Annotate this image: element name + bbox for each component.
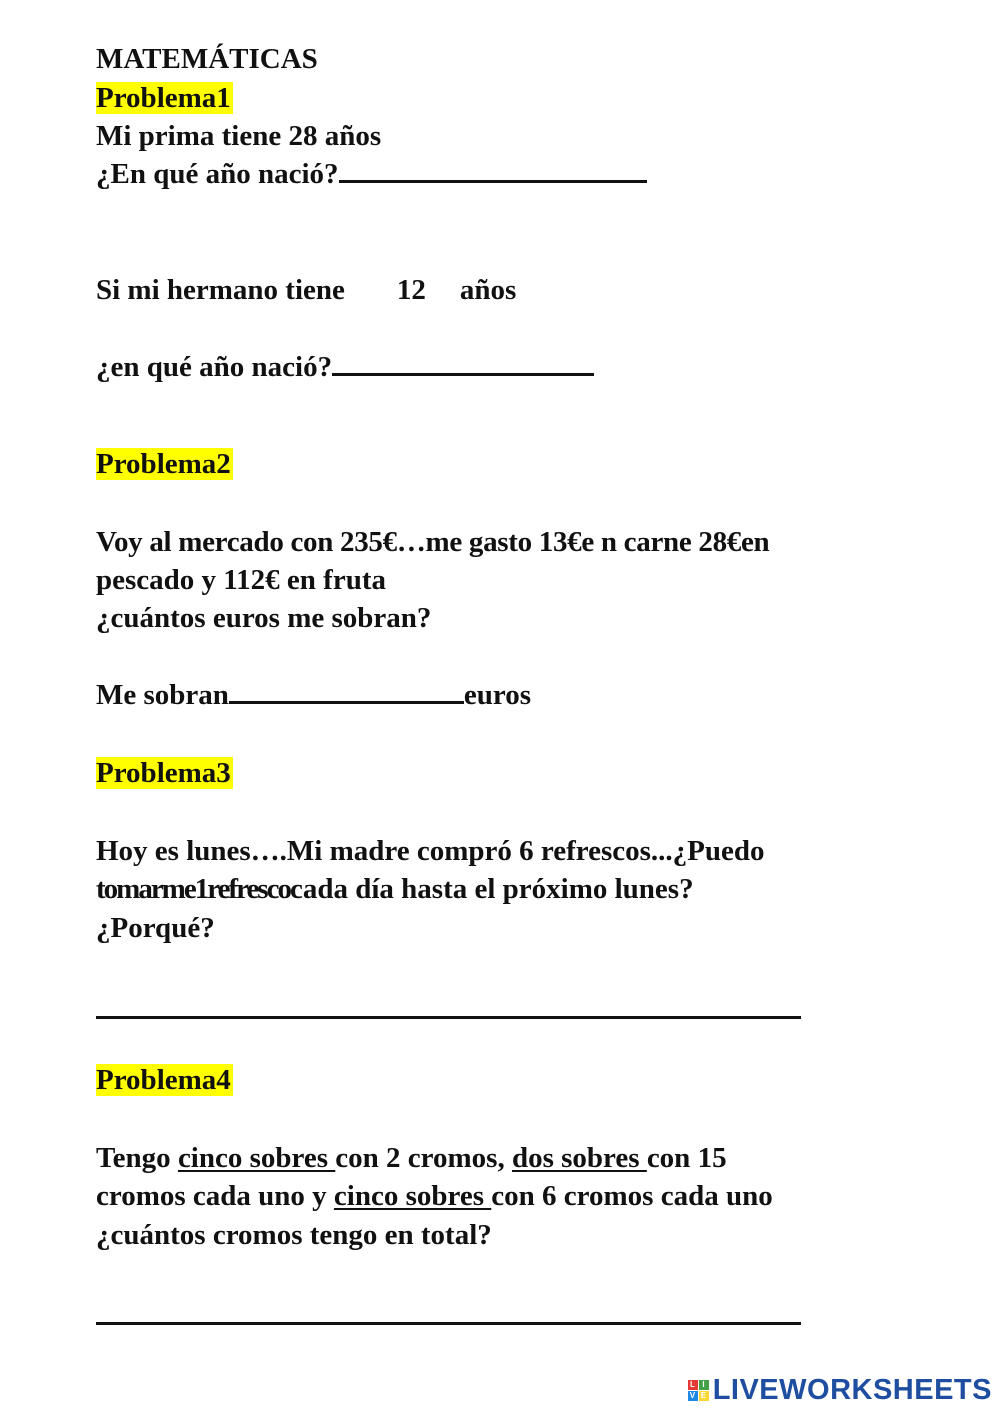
problem2-heading: Problema2 [96, 448, 231, 480]
problem3-heading: Problema3 [96, 757, 231, 789]
problem4-answer-field[interactable] [96, 1322, 801, 1325]
problem4-underlined-1: cinco sobres [177, 1142, 336, 1174]
problem4-heading: Problema4 [96, 1064, 231, 1096]
problem4-text-1c: con 15 [646, 1142, 727, 1174]
problem4-underlined-2: dos sobres [511, 1142, 647, 1174]
problem2-answer-prefix: Me sobran [96, 679, 229, 711]
problem3-text-2-row [96, 871, 694, 907]
problem4-text-2b: con 6 cromos cada uno [491, 1180, 773, 1212]
problem4-text-2a: cromos cada uno y [96, 1180, 334, 1212]
problem1-question-2: ¿en qué año nació? [96, 351, 333, 383]
problem2-text-1: Voy al mercado con 235€…me gasto 13€e n carne 28€en [96, 526, 770, 558]
problem1-answer-2-field[interactable] [332, 349, 594, 376]
logo-letter-v: V [688, 1391, 698, 1401]
problem1-text-2c: años [459, 274, 517, 306]
problem4-text-2-row [96, 1178, 773, 1214]
problem1-question-2-row [96, 349, 594, 385]
problem4-heading-row [96, 1062, 233, 1098]
liveworksheets-brand [688, 1374, 992, 1407]
problem3-question: ¿Porqué? [96, 912, 215, 944]
problem4-text-1a: Tengo [96, 1142, 178, 1174]
liveworksheets-logo-icon [688, 1380, 709, 1401]
problem1-text-1: Mi prima tiene 28 años [96, 120, 382, 152]
problem3-heading-row [96, 755, 233, 791]
brand-name: LIVEWORKSHEETS [712, 1374, 992, 1406]
problem1-text-2-row [96, 272, 516, 308]
problem1-text-2a: Si mi hermano tiene [96, 274, 345, 306]
problem1-question-1: ¿En qué año nació? [96, 158, 339, 190]
problem1-text-2b: 12 [396, 274, 426, 306]
problem3-answer-field[interactable] [96, 1016, 801, 1019]
problem2-answer-field[interactable] [229, 677, 464, 704]
problem4-question: ¿cuántos cromos tengo en total? [96, 1219, 492, 1251]
problem4-text-1-row [96, 1140, 727, 1176]
problem2-answer-row [96, 677, 531, 713]
problem3-text-2b: cada día hasta el próximo lunes? [289, 873, 694, 905]
problem1-question-1-row [96, 156, 647, 192]
problem3-text-2a: tomarme1refresco [96, 873, 290, 905]
problem1-answer-1-field[interactable] [339, 156, 647, 183]
problem4-underlined-3: cinco sobres [333, 1180, 492, 1212]
problem2-text-2: pescado y 112€ en fruta [96, 564, 386, 596]
problem2-question: ¿cuántos euros me sobran? [96, 602, 432, 634]
problem2-answer-suffix: euros [463, 679, 532, 711]
logo-letter-l: L [688, 1380, 698, 1390]
logo-letter-e: E [699, 1391, 709, 1401]
page-title: MATEMÁTICAS [96, 43, 318, 75]
problem1-heading: Problema1 [96, 82, 231, 114]
problem4-text-1b: con 2 cromos, [335, 1142, 512, 1174]
logo-letter-i: I [699, 1380, 709, 1390]
problem1-heading-row [96, 80, 233, 116]
problem2-heading-row [96, 446, 233, 482]
problem3-text-1: Hoy es lunes….Mi madre compró 6 refrescos...¿Puedo [96, 835, 765, 867]
